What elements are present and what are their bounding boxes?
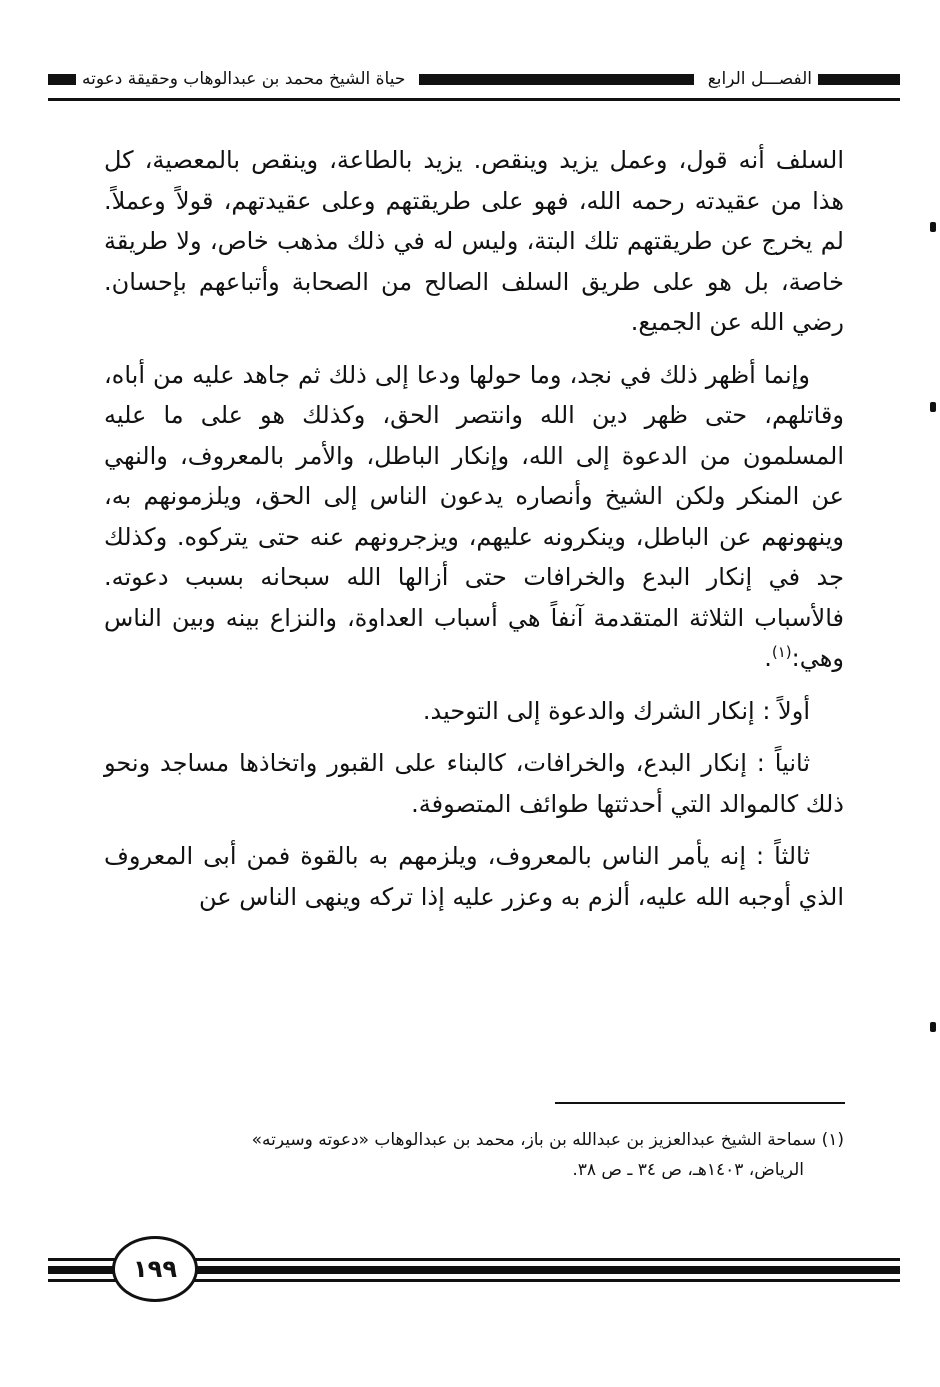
body-text bbox=[104, 140, 844, 929]
header-bar-middle bbox=[419, 74, 693, 85]
paragraph-2-text: وإنما أظهر ذلك في نجد، وما حولها ودعا إلى ذلك ثم جاهد عليه من أباه، وقاتلهم، حتى ظهر دين الله وانتصر الحق، وكذلك هو على ما عليه المسلمون من الدعوة إلى الله، وإنكار الباطل، والأمر بالمعروف، والنهي عن المنكر ولكن الشيخ وأنصاره يدعون الناس إلى الحق، ويلزمونهم به، وينهونهم عن الباطل، وينكرونه عليهم، ويزجرونهم عنه حتى يتركوه. وكذلك جد في إنكار البدع والخرافات حتى أزالها الله سبحانه بسبب دعوته. فالأسباب الثلاثة المتقدمة آنفاً هي أسباب العداوة، والنزاع بينه وبين الناس وهي: bbox=[104, 360, 844, 672]
footnote-reference: (١) bbox=[771, 643, 792, 661]
list-item-third: ثالثاً : إنه يأمر الناس بالمعروف، ويلزمهم به بالقوة فمن أبى المعروف الذي أوجبه الله عليه، ألزم به وعزر عليه إذا تركه وينهى الناس عن bbox=[104, 842, 844, 911]
page-number: ١٩٩ bbox=[112, 1236, 198, 1302]
paragraph-2 bbox=[104, 355, 844, 679]
paragraph-1: السلف أنه قول، وعمل يزيد وينقص. يزيد بالطاعة، وينقص بالمعصية، كل هذا من عقيدته رحمه الله، فهو على طريقتهم وعلى عقيدتهم، قولاً وعملاً. لم يخرج عن طريقتهم تلك البتة، وليس له في ذلك مذهب خاص، ولا طريقة خاصة، بل هو على طريق السلف الصالح من الصحابة وأتباعهم بإحسان. رضي الله عن الجميع. bbox=[104, 146, 844, 336]
scan-mark bbox=[930, 402, 936, 412]
header-chapter: الفصـــل الرابع bbox=[707, 69, 812, 89]
list-item-first: أولاً : إنكار الشرك والدعوة إلى التوحيد. bbox=[422, 696, 810, 725]
footnote-line-1: (١) سماحة الشيخ عبدالعزيز بن عبدالله بن باز، محمد بن عبدالوهاب «دعوته وسيرته» bbox=[251, 1130, 844, 1150]
scan-mark bbox=[930, 222, 936, 232]
list-item-second: ثانياً : إنكار البدع، والخرافات، كالبناء على القبور واتخاذها مساجد ونحو ذلك كالموالد التي أحدثتها طوائف المتصوفة. bbox=[104, 749, 844, 818]
header-book-title: حياة الشيخ محمد بن عبدالوهاب وحقيقة دعوته bbox=[82, 69, 406, 89]
header-rule bbox=[48, 98, 900, 101]
header-bar-right bbox=[48, 74, 76, 85]
footnote bbox=[104, 1125, 844, 1185]
running-header bbox=[48, 62, 900, 96]
scan-mark bbox=[930, 1022, 936, 1032]
header-bar-left bbox=[818, 74, 900, 85]
footnote-rule bbox=[555, 1102, 845, 1104]
paragraph-2-end: . bbox=[764, 644, 772, 672]
footnote-line-2: الرياض، ١٤٠٣هـ، ص ٣٤ ـ ص ٣٨. bbox=[572, 1160, 804, 1180]
